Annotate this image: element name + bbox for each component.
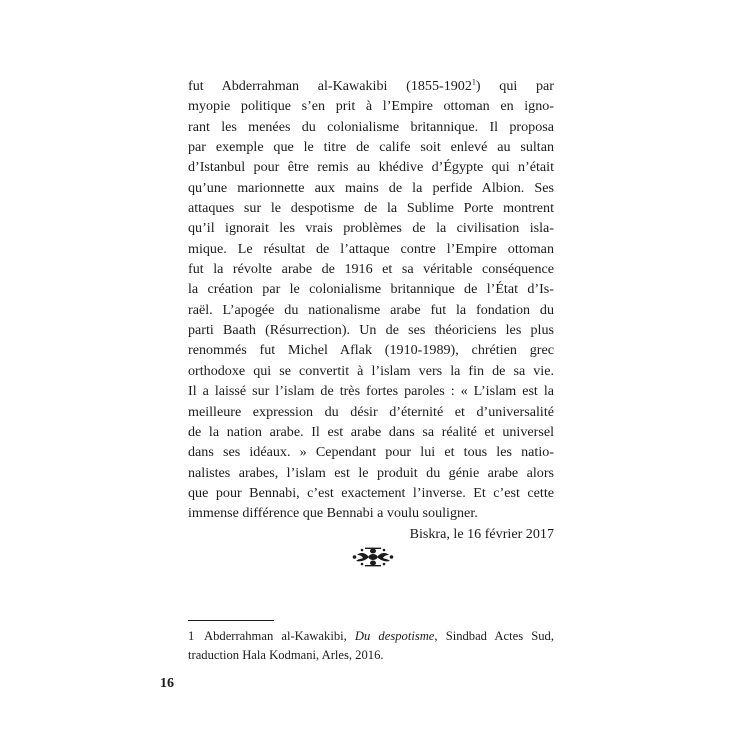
footnote-book-title: Du despotisme <box>354 629 435 643</box>
text-line: Il a laissé sur l’islam de très fortes paroles : « L’islam est la <box>188 383 554 400</box>
footnote-line: traduction Hala Kodmani, Arles, 2016. <box>188 648 384 662</box>
ornament-icon <box>352 546 394 568</box>
text-line: fut Abderrahman al-Kawakibi (1855-1902$^1$) qui par <box>188 77 554 94</box>
text-line: que pour Bennabi, c’est exactement l’inverse. Et c’est cette <box>188 484 554 501</box>
footnote <box>188 627 554 665</box>
text-line: qu’il ignorait les vrais problèmes de la civilisation isla- <box>188 220 554 237</box>
text-line: renommés fut Michel Aflak (1910-1989), chrétien grec <box>188 342 554 359</box>
main-text-block <box>188 76 554 544</box>
footnote-divider <box>188 620 274 621</box>
text-line: nalistes arabes, l’islam est le produit du génie arabe alors <box>188 464 554 481</box>
text-line: meilleure expression du désir d’éternité et d’universalité <box>188 403 554 420</box>
text-line: raël. L’apogée du nationalisme arabe fut la fondation du <box>188 301 554 318</box>
text-line: attaques sur le despotisme de la Sublime Porte montrent <box>188 200 554 217</box>
footnote-number: 1 <box>188 629 195 643</box>
text-line: rant les menées du colonialisme britannique. Il proposa <box>188 118 554 135</box>
text-line: d’Istanbul pour être remis au khédive d’Égypte qui n’était <box>188 159 554 176</box>
text-line: qu’une marionnette aux mains de la perfide Albion. Ses <box>188 179 554 196</box>
signature-line: Biskra, le 16 février 2017 <box>409 525 554 542</box>
text-line: dans ses idéaux. » Cependant pour lui et tous les natio- <box>188 444 554 461</box>
text-line: orthodoxe qui se convertit à l’islam vers la fin de sa vie. <box>188 362 554 379</box>
text-line: la création par le colonialisme britannique de l’État d’Is- <box>188 281 554 298</box>
footnote-reference: 1 <box>471 77 476 87</box>
text-line: fut la révolte arabe de 1916 et sa véritable conséquence <box>188 261 554 278</box>
text-line: par exemple que le titre de calife soit enlevé au sultan <box>188 139 554 156</box>
text-line: de la nation arabe. Il est arabe dans sa réalité et universel <box>188 423 554 440</box>
text-line: mique. Le résultat de l’attaque contre l’Empire ottoman <box>188 240 554 257</box>
text-line: myopie politique s’en prit à l’Empire ottoman en igno- <box>188 98 554 115</box>
text-line: parti Baath (Résurrection). Un de ses théoriciens les plus <box>188 322 554 339</box>
footnote-line: 1 Abderrahman al-Kawakibi, Du despotisme, Sindbad Actes Sud, <box>188 627 554 646</box>
text-line: immense différence que Bennabi a voulu souligner. <box>188 505 478 522</box>
page-number: 16 <box>160 676 174 691</box>
